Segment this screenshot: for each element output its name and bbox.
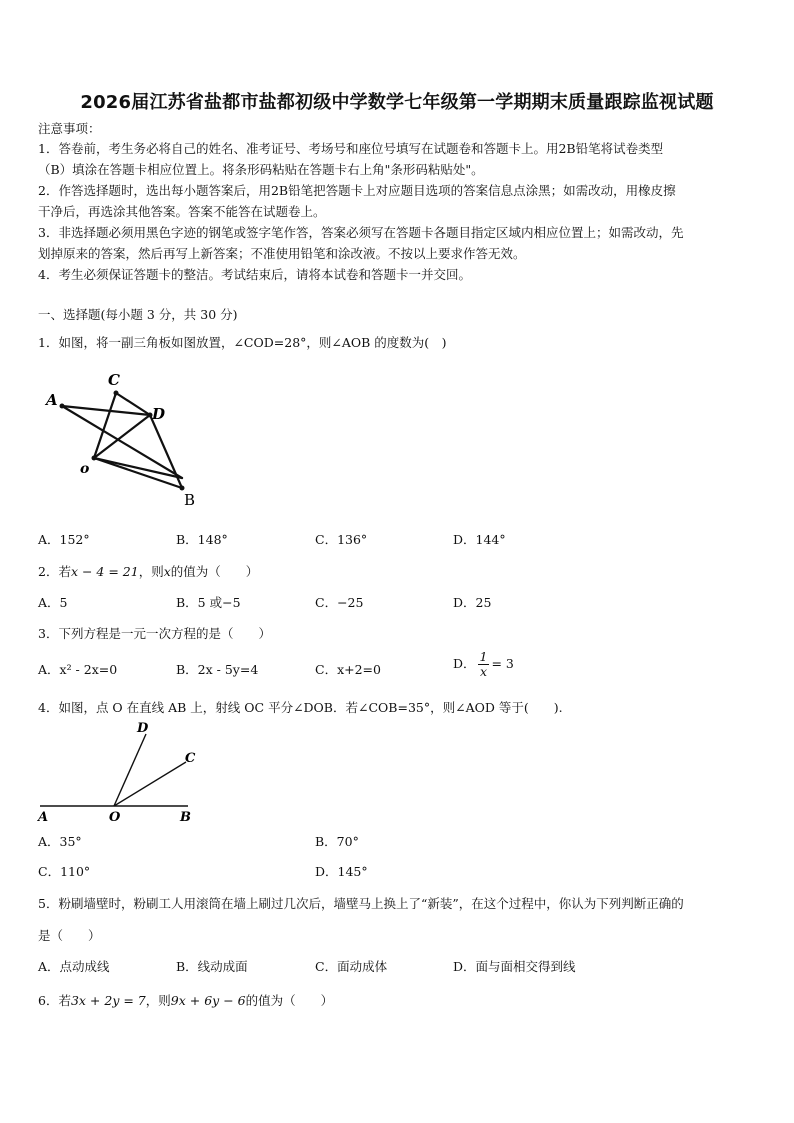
q3-option-b[interactable]: B．2x - 5y=4: [176, 662, 259, 677]
q4-label-C: C: [185, 751, 196, 766]
q4-label-A: A: [38, 810, 49, 825]
q6-mid: ，则: [145, 993, 171, 1008]
question-4-stem: 4．如图，点 O 在直线 AB 上，射线 OC 平分∠DOB．若∠COB=35°，则∠AOD 等于( ).: [38, 700, 563, 715]
q3-fraction-denominator: x: [479, 664, 488, 679]
q5-option-c[interactable]: C．面动成体: [315, 959, 388, 974]
notice-item: 1．答卷前，考生务必将自己的姓名、准考证号、考场号和座位号填写在试题卷和答题卡上。用2B铅笔将试卷类型: [38, 141, 664, 156]
q2-option-b[interactable]: B．5 或−5: [176, 595, 241, 610]
page-title: 2026届江苏省盐都市盐都初级中学数学七年级第一学期期末质量跟踪监视试题: [80, 92, 714, 113]
question-3-stem: 3．下列方程是一元一次方程的是（ ）: [38, 626, 271, 641]
section-heading: 一、选择题(每小题 3 分，共 30 分): [38, 307, 238, 322]
q4-label-D: D: [137, 721, 149, 736]
notice-heading: 注意事项：: [38, 121, 101, 136]
q1-label-B: B: [184, 491, 196, 508]
q1-label-D: D: [152, 405, 166, 423]
notice-item: 2．作答选择题时，选出每小题答案后，用2B铅笔把答题卡上对应题目选项的答案信息点涂黑；如需改动，用橡皮擦: [38, 183, 676, 198]
notice-item: （B）填涂在答题卡相应位置上。将条形码粘贴在答题卡右上角"条形码粘贴处"。: [38, 162, 484, 177]
q5-option-b[interactable]: B．线动成面: [176, 959, 248, 974]
question-6-stem: [38, 990, 760, 1011]
q6-suffix: 的值为（ ）: [245, 993, 334, 1008]
question-2-stem: [38, 561, 760, 582]
q4-label-B: B: [180, 810, 191, 825]
q2-mid: ，则: [138, 564, 164, 579]
q4-option-a[interactable]: A．35°: [38, 834, 82, 849]
q6-equation-1: 3x + 2y = 7: [70, 993, 146, 1008]
q1-option-d[interactable]: D．144°: [453, 532, 506, 547]
question-5-stem: 5．粉刷墙壁时，粉刷工人用滚筒在墙上刷过几次后，墙壁马上换上了“新装”，在这个过程中，你认为下列判断正确的: [38, 896, 684, 911]
q1-label-O: o: [80, 461, 90, 477]
q4-option-c[interactable]: C．110°: [38, 864, 91, 879]
q6-equation-2: 9x + 6y − 6: [170, 993, 246, 1008]
question-5-stem-cont: 是（ ）: [38, 928, 101, 943]
notice-item: 4．考生必须保证答题卡的整洁。考试结束后，请将本试卷和答题卡一并交回。: [38, 267, 471, 282]
q2-option-c[interactable]: C．−25: [315, 595, 364, 610]
q1-option-a[interactable]: A．152°: [38, 532, 90, 547]
q3-option-a[interactable]: A．x² - 2x=0: [38, 662, 118, 677]
q4-option-d[interactable]: D．145°: [315, 864, 368, 879]
q3-option-c[interactable]: C．x+2=0: [315, 662, 381, 677]
q4-label-O: O: [109, 810, 121, 825]
notice-item: 干净后，再选涂其他答案。答案不能答在试题卷上。: [38, 204, 326, 219]
notice-item: 划掉原来的答案，然后再写上新答案；不准使用铅笔和涂改液。不按以上要求作答无效。: [38, 246, 526, 261]
q5-option-d[interactable]: D．面与面相交得到线: [453, 959, 576, 974]
notice-item: 3．非选择题必须用黑色字迹的钢笔或签字笔作答，答案必须写在答题卡各题目指定区域内相应位置上；如需改动，先: [38, 225, 684, 240]
q3-fraction-numerator: 1: [479, 649, 488, 664]
q2-equation: x − 4 = 21: [70, 564, 139, 579]
q4-figure: [36, 718, 206, 826]
q3-option-d[interactable]: [453, 650, 514, 679]
q1-label-A: A: [46, 391, 58, 409]
q6-prefix: 6．若: [38, 993, 71, 1008]
q2-var: x: [163, 564, 171, 579]
q3-option-d-label: D．: [453, 656, 476, 671]
question-1-stem: 1．如图，将一副三角板如图放置，∠COD=28°，则∠AOB 的度数为( ): [38, 335, 447, 350]
q3-option-d-rest: = 3: [491, 656, 514, 671]
q1-option-c[interactable]: C．136°: [315, 532, 368, 547]
q2-option-d[interactable]: D．25: [453, 595, 492, 610]
q1-figure: [40, 368, 200, 508]
q2-suffix: 的值为（ ）: [170, 564, 259, 579]
q1-option-b[interactable]: B．148°: [176, 532, 228, 547]
q3-fraction: [478, 650, 490, 679]
q2-option-a[interactable]: A．5: [38, 595, 68, 610]
q2-prefix: 2．若: [38, 564, 71, 579]
q1-label-C: C: [108, 371, 120, 389]
q5-option-a[interactable]: A．点动成线: [38, 959, 110, 974]
q4-option-b[interactable]: B．70°: [315, 834, 359, 849]
